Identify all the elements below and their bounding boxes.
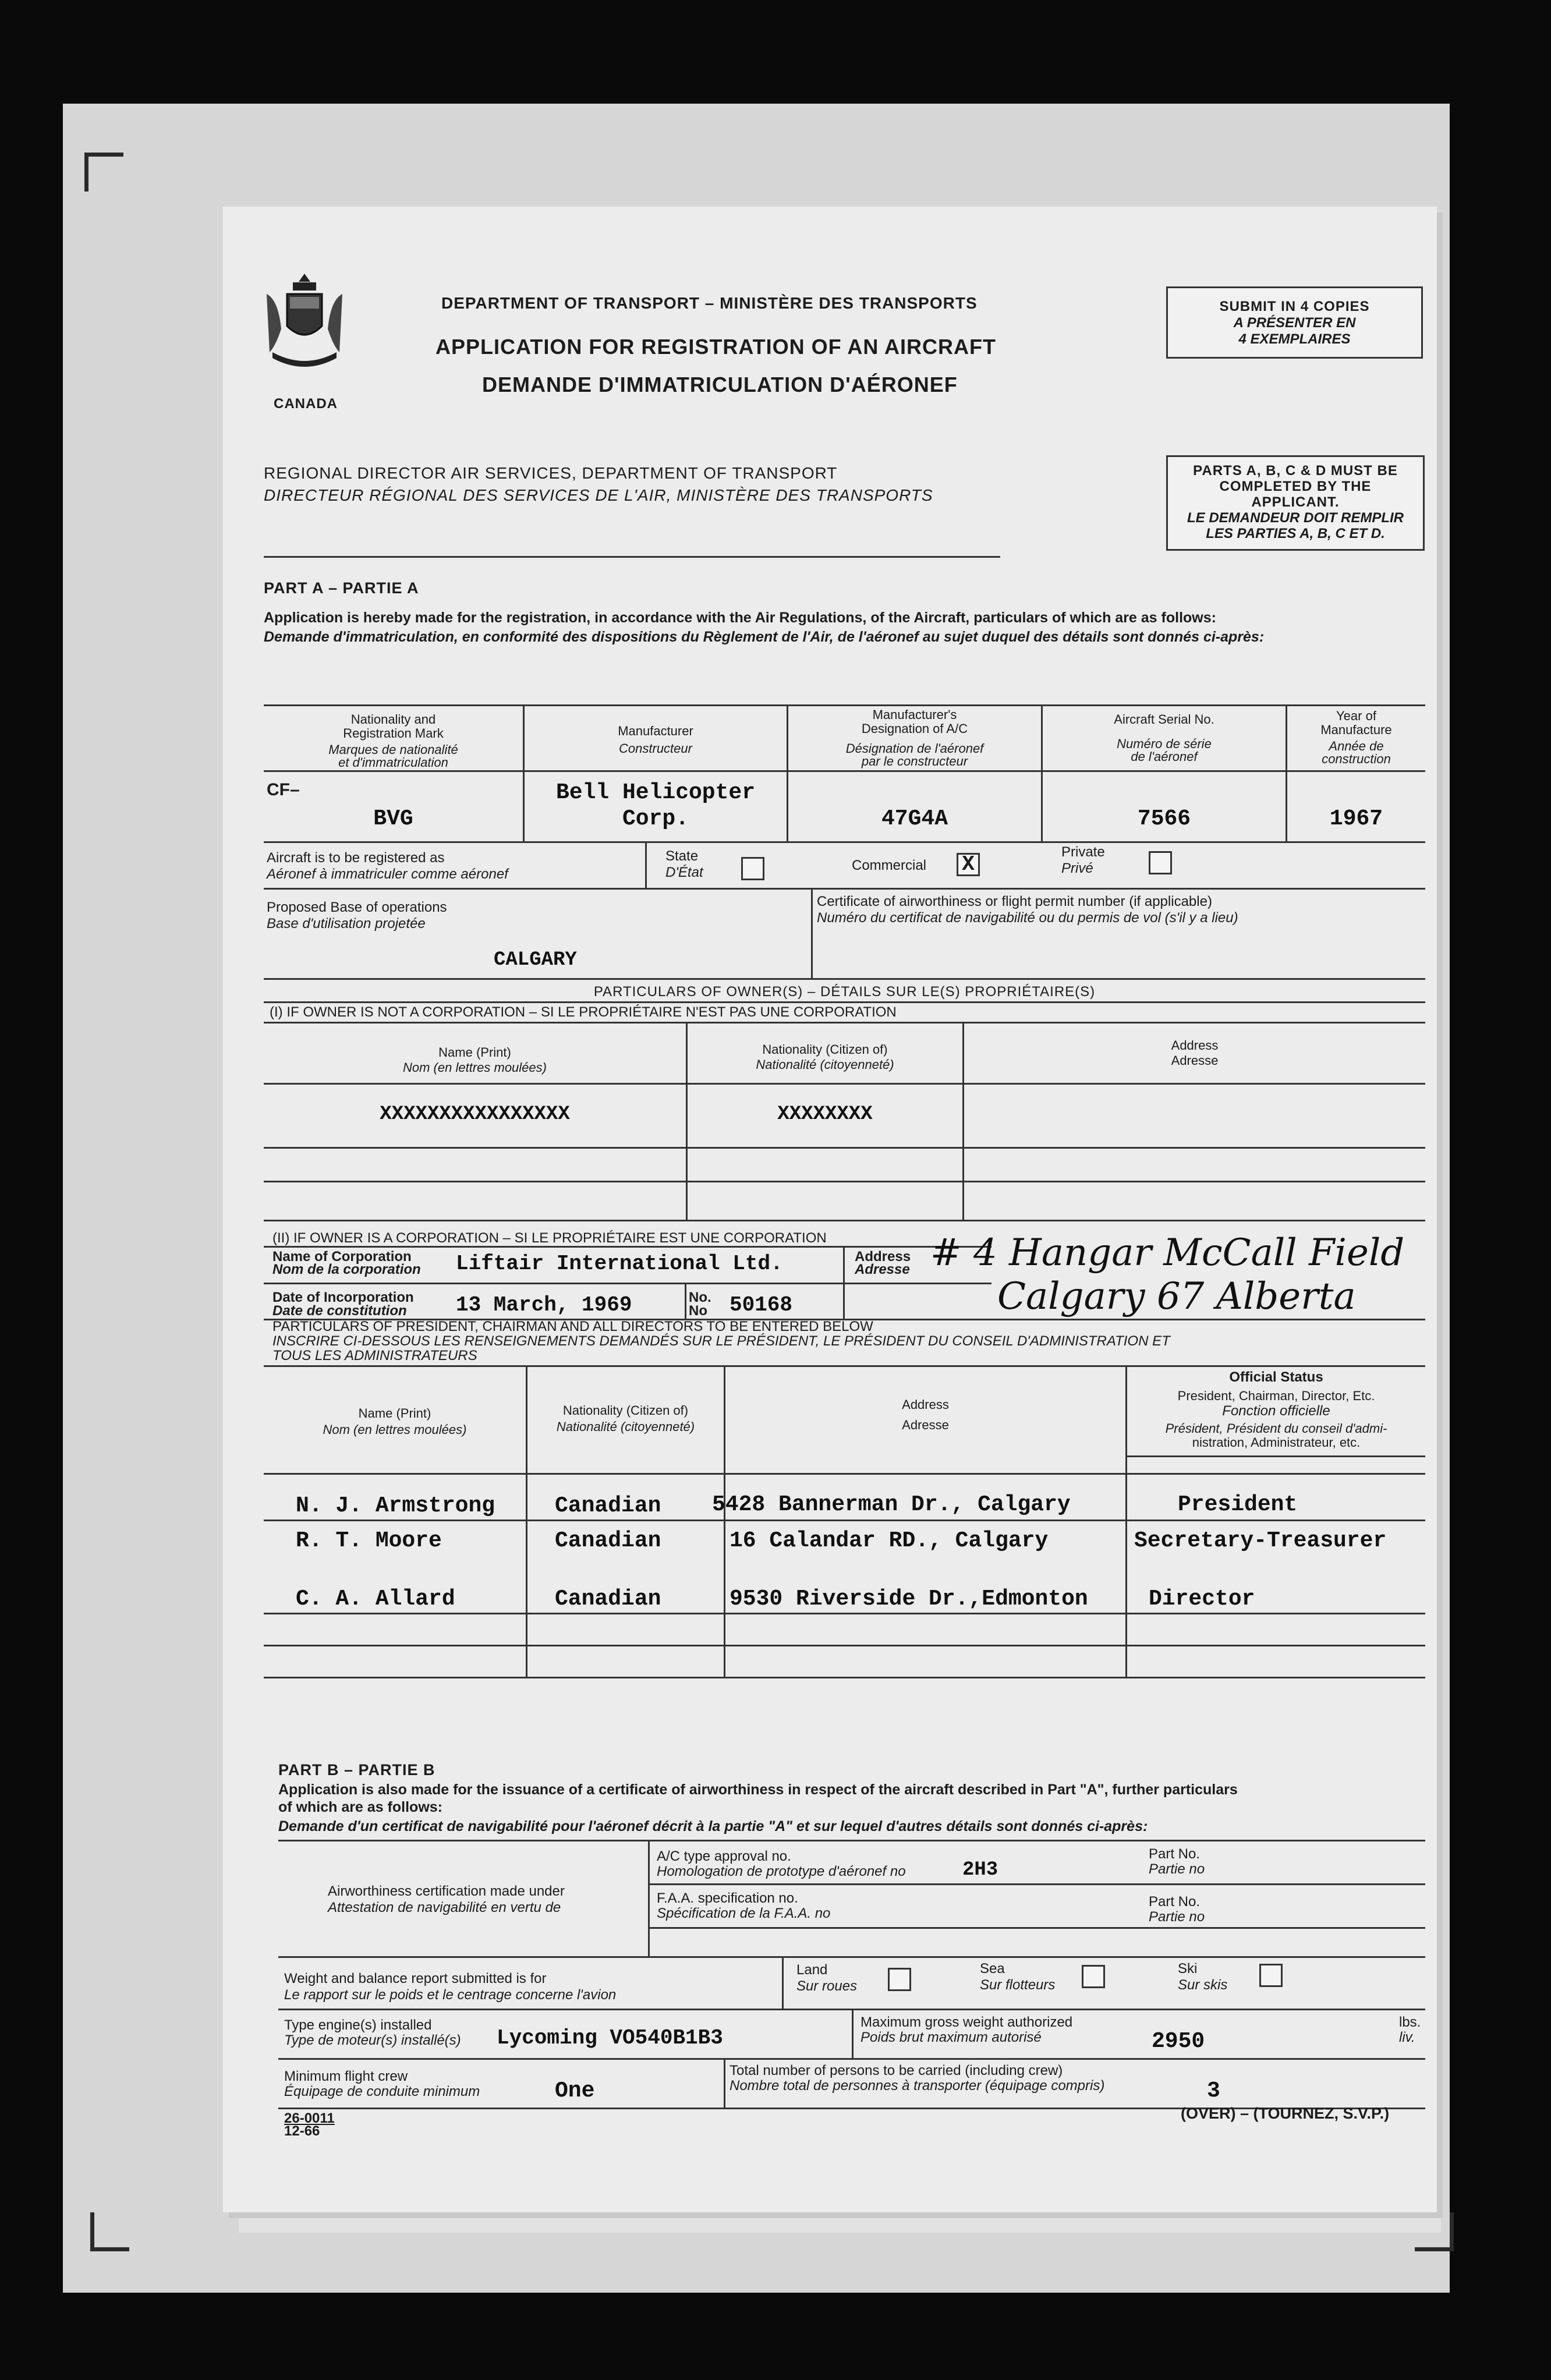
max-weight-label-fr: Poids brut maximum autorisé [861, 2030, 1042, 2045]
part-a-heading: PART A – PARTIE A [264, 579, 419, 597]
private-label-en: Private [1061, 844, 1105, 860]
aircraft-table-top [264, 704, 1425, 706]
parts-required-box [1166, 455, 1425, 551]
crop-mark-bottom-left [90, 2212, 129, 2251]
owner-name-header-en: Name (Print) [438, 1045, 511, 1060]
corp-no-label-en: No. [689, 1290, 711, 1305]
base-label-en: Proposed Base of operations [267, 899, 447, 915]
submit-line-1: SUBMIT IN 4 COPIES [1219, 299, 1370, 314]
register-as-fr: Aéronef à immatriculer comme aéronef [267, 866, 508, 882]
airworthiness-label-fr: Attestation de navigabilité en vertu de [328, 1900, 561, 1915]
officers-header-line [264, 1473, 1425, 1475]
category-row-bottom [264, 888, 1425, 890]
officer-name: N. J. Armstrong [296, 1493, 495, 1518]
base-label-fr: Base d'utilisation projetée [267, 916, 426, 932]
engine-row-bottom [278, 2058, 1425, 2060]
owner-nationality-struck: XXXXXXXX [777, 1103, 873, 1125]
airworthiness-divider [648, 1840, 650, 1956]
officer-nationality: Canadian [555, 1493, 661, 1518]
weight-balance-label-en: Weight and balance report submitted is for [284, 1971, 547, 1986]
state-label-fr: D'État [665, 865, 703, 880]
owner-row-line-2 [264, 1181, 1425, 1182]
addressee-en: REGIONAL DIRECTOR AIR SERVICES, DEPARTMENT OF TRANSPORT [264, 464, 838, 482]
col-nationality-en-2: Registration Mark [343, 726, 444, 741]
officer-status: Secretary-Treasurer [1134, 1528, 1387, 1553]
faa-spec-line [648, 1927, 1425, 1929]
base-divider [811, 888, 813, 978]
persons-label-en: Total number of persons to be carried (including crew) [730, 2063, 1063, 2078]
corp-address-label-fr: Adresse [855, 1262, 910, 1277]
faa-spec-label-en: F.A.A. specification no. [657, 1890, 798, 1906]
designation-value: 47G4A [881, 806, 948, 831]
engine-value: Lycoming VO540B1B3 [497, 2026, 723, 2050]
officer-nationality: Canadian [555, 1586, 661, 1612]
part-no-label-en-1: Part No. [1149, 1846, 1201, 1862]
owner-header-line [264, 1083, 1425, 1085]
submit-line-3: 4 EXEMPLAIRES [1238, 331, 1351, 347]
owner-nationality-header-en: Nationality (Citizen of) [762, 1042, 888, 1057]
not-corp-line [264, 1022, 1425, 1023]
corp-no-divider [685, 1283, 686, 1319]
form-title-en: APPLICATION FOR REGISTRATION OF AN AIRCRAFT [435, 335, 996, 359]
weight-balance-divider [782, 1956, 784, 2009]
incorporation-number: 50168 [730, 1293, 793, 1317]
corporation-heading: (II) IF OWNER IS A CORPORATION – SI LE PROPRIÉTAIRE EST UNE CORPORATION [272, 1230, 827, 1246]
corp-heading-line [264, 1246, 991, 1248]
col-nationality-fr-1: Marques de nationalité [328, 742, 458, 757]
official-status-fr-1: Fonction officielle [1222, 1403, 1330, 1419]
col-year-en-1: Year of [1336, 709, 1376, 723]
serial-value: 7566 [1137, 806, 1191, 831]
land-label-en: Land [796, 1962, 828, 1978]
land-checkbox[interactable] [888, 1968, 911, 1991]
officer-row-line-1 [264, 1520, 1425, 1521]
parts-line-4: LE DEMANDEUR DOIT REMPLIR [1187, 510, 1404, 526]
col-year-fr-2: construction [1322, 752, 1391, 766]
officer-status: President [1178, 1492, 1298, 1517]
officers-table-top [264, 1365, 1425, 1367]
form-date: 12-66 [284, 2123, 320, 2139]
officer-name-header-fr: Nom (en lettres moulées) [323, 1422, 467, 1437]
ski-label-en: Ski [1178, 1961, 1198, 1977]
parts-line-5: LES PARTIES A, B, C ET D. [1206, 526, 1385, 541]
official-status-fr-3: nistration, Administrateur, etc. [1192, 1435, 1361, 1450]
part-no-label-fr-2: Partie no [1149, 1909, 1205, 1925]
type-approval-label-en: A/C type approval no. [657, 1848, 791, 1864]
owner-nationality-header-fr: Nationalité (citoyenneté) [756, 1057, 894, 1072]
officer-name: C. A. Allard [296, 1586, 455, 1612]
weight-balance-label-fr: Le rapport sur le poids et le centrage concerne l'avion [284, 1987, 617, 2003]
max-weight-label-en: Maximum gross weight authorized [861, 2014, 1073, 2030]
part-no-label-en-2: Part No. [1149, 1894, 1201, 1910]
official-status-fr-2: Président, Président du conseil d'admi- [1165, 1421, 1387, 1436]
manufacturer-line-2: Corp. [622, 806, 689, 831]
officer-address: 5428 Bannerman Dr., Calgary [712, 1492, 1071, 1517]
owner-address-header-en: Address [1171, 1038, 1219, 1053]
owners-heading: PARTICULARS OF OWNER(S) – DÉTAILS SUR LE(S) PROPRIÉTAIRE(S) [593, 984, 1096, 1000]
corp-name-line [264, 1283, 991, 1284]
owner-name-header-fr: Nom (en lettres moulées) [403, 1060, 547, 1075]
owner-name-struck: XXXXXXXXXXXXXXXX [380, 1103, 570, 1125]
corp-name-label-en: Name of Corporation [272, 1249, 412, 1265]
corp-name-label-fr: Nom de la corporation [272, 1262, 421, 1277]
officer-name: R. T. Moore [296, 1528, 442, 1553]
category-divider [645, 841, 647, 888]
officers-heading-en: PARTICULARS OF PRESIDENT, CHAIRMAN AND ALL DIRECTORS TO BE ENTERED BELOW [272, 1319, 873, 1334]
state-label-en: State [665, 848, 699, 864]
form-title-fr: DEMANDE D'IMMATRICULATION D'AÉRONEF [482, 373, 958, 396]
officer-address: 9530 Riverside Dr.,Edmonton [730, 1586, 1088, 1612]
part-b-heading: PART B – PARTIE B [278, 1761, 435, 1779]
type-approval-number: 2H3 [962, 1859, 998, 1881]
officer-nationality-header-en: Nationality (Citizen of) [562, 1403, 689, 1418]
manufacturer-line-1: Bell Helicopter [555, 780, 756, 805]
private-label-fr: Privé [1061, 860, 1093, 876]
state-checkbox[interactable] [741, 857, 764, 880]
addressee-line [264, 556, 1000, 558]
incorporation-date: 13 March, 1969 [456, 1293, 632, 1317]
ski-checkbox[interactable] [1259, 1964, 1283, 1987]
col-designation-en-1: Manufacturer's [872, 707, 957, 722]
sea-label-fr: Sur flotteurs [980, 1977, 1056, 1993]
land-label-fr: Sur roues [796, 1978, 858, 1994]
official-status-en-1: Official Status [1229, 1369, 1323, 1385]
part-b-table-top [278, 1840, 1425, 1841]
col-serial-en: Aircraft Serial No. [1114, 712, 1214, 727]
cf-prefix: CF– [267, 780, 300, 799]
airworthiness-label-en: Airworthiness certification made under [328, 1883, 565, 1899]
officer-nationality: Canadian [555, 1528, 661, 1553]
aircraft-table-header-line [264, 770, 1425, 772]
commercial-checkbox[interactable]: X [957, 853, 980, 876]
col-year-en-2: Manufacture [1320, 722, 1392, 737]
parts-line-1: PARTS A, B, C & D MUST BE [1193, 463, 1398, 479]
airworthiness-row-bottom [278, 1956, 1425, 1958]
addressee-fr: DIRECTEUR RÉGIONAL DES SERVICES DE L'AIR, MINISTÈRE DES TRANSPORTS [264, 486, 933, 504]
private-checkbox[interactable] [1149, 851, 1172, 874]
part-a-intro-en: Application is hereby made for the registration, in accordance with the Air Regulations, of the Aircraft, particulars of which are as follows: [264, 610, 1216, 626]
certificate-label-fr: Numéro du certificat de navigabilité ou du permis de vol (s'il y a lieu) [817, 910, 1238, 926]
part-a-intro-fr: Demande d'immatriculation, en conformité des dispositions du Règlement de l'Air, de l'aéronef au sujet duquel des détails sont donnés ci-après: [264, 629, 1265, 645]
liv-label: liv. [1399, 2030, 1415, 2045]
certificate-label-en: Certificate of airworthiness or flight permit number (if applicable) [817, 894, 1212, 909]
owners-heading-line [264, 1001, 1425, 1003]
year-value: 1967 [1329, 806, 1383, 831]
col-year-fr-1: Année de [1329, 739, 1384, 753]
col-serial-fr-2: de l'aéronef [1131, 749, 1198, 764]
col-designation-fr-2: par le constructeur [861, 754, 968, 768]
officer-status: Director [1149, 1586, 1255, 1612]
part-b-intro-fr: Demande d'un certificat de navigabilité pour l'aéronef décrit à la partie "A" et sur lequel d'autres détails sont donnés ci-après: [278, 1818, 1148, 1834]
col-manufacturer-fr: Constructeur [619, 741, 692, 756]
persons-label-fr: Nombre total de personnes à transporter (équipage compris) [730, 2078, 1105, 2094]
officer-address: 16 Calandar RD., Calgary [730, 1528, 1049, 1553]
not-corporation-heading: (I) IF OWNER IS NOT A CORPORATION – SI LE PROPRIÉTAIRE N'EST PAS UNE CORPORATION [270, 1004, 897, 1020]
department-heading: DEPARTMENT OF TRANSPORT – MINISTÈRE DES TRANSPORTS [441, 294, 978, 312]
part-b-intro-en-1: Application is also made for the issuance of a certificate of airworthiness in respect of the aircraft described in Part "A", further particulars [278, 1782, 1238, 1798]
owner-table-bottom [264, 1220, 1425, 1221]
officer-name-header-en: Name (Print) [358, 1406, 431, 1421]
officer-row-line-3 [264, 1645, 1425, 1646]
sea-checkbox[interactable] [1082, 1965, 1105, 1988]
commercial-label: Commercial [852, 858, 927, 873]
col-designation-en-2: Designation of A/C [861, 721, 968, 736]
engine-divider [852, 2009, 854, 2058]
official-status-underline [1125, 1455, 1425, 1457]
col-manufacturer-en: Manufacturer [618, 724, 693, 738]
country-label: CANADA [274, 396, 338, 412]
submit-copies-box [1166, 286, 1423, 359]
officer-address-header-en: Address [902, 1397, 949, 1412]
col-nationality-fr-2: et d'immatriculation [338, 755, 448, 770]
parts-line-2: COMPLETED BY THE [1219, 479, 1372, 494]
officer-address-header-fr: Adresse [902, 1418, 949, 1432]
register-as-en: Aircraft is to be registered as [267, 850, 445, 866]
base-row-bottom [264, 978, 1425, 980]
col-serial-fr-1: Numéro de série [1117, 736, 1212, 751]
official-status-en-2: President, Chairman, Director, Etc. [1177, 1389, 1375, 1403]
corp-address-divider [843, 1246, 845, 1319]
max-weight-value: 2950 [1152, 2029, 1205, 2054]
crew-divider [724, 2058, 725, 2108]
application-form [223, 207, 1437, 2212]
owner-address-header-fr: Adresse [1171, 1053, 1219, 1068]
crop-mark-top-left [84, 153, 123, 192]
col-designation-fr-1: Désignation de l'aéronef [845, 741, 984, 756]
officers-table-bottom [264, 1677, 1425, 1678]
min-crew-label-en: Minimum flight crew [284, 2069, 408, 2084]
form-number: 26-0011 [284, 2110, 335, 2126]
submit-line-2: A PRÉSENTER EN [1233, 315, 1356, 331]
lbs-label: lbs. [1399, 2014, 1421, 2030]
part-b-intro-en-2: of which are as follows: [278, 1799, 442, 1815]
corp-no-label-fr: No [689, 1303, 707, 1319]
aircraft-table-bottom [264, 841, 1425, 843]
officer-nationality-header-fr: Nationalité (citoyenneté) [556, 1419, 695, 1434]
officer-row-line-2 [264, 1613, 1425, 1614]
min-crew-label-fr: Équipage de conduite minimum [284, 2084, 480, 2099]
engine-label-fr: Type de moteur(s) installé(s) [284, 2032, 461, 2048]
parts-line-3: APPLICANT. [1251, 494, 1340, 510]
persons-value: 3 [1207, 2078, 1220, 2103]
owner-row-line-1 [264, 1147, 1425, 1149]
corp-address-line-2: Calgary 67 Alberta [997, 1275, 1356, 1318]
registration-mark: BVG [373, 806, 413, 831]
faa-spec-label-fr: Spécification de la F.A.A. no [657, 1906, 831, 1921]
corporation-name: Liftair International Ltd. [456, 1252, 783, 1276]
ski-label-fr: Sur skis [1178, 1977, 1228, 1993]
officers-heading-fr-1: INSCRIRE CI-DESSOUS LES RENSEIGNEMENTS DEMANDÉS SUR LE PRÉSIDENT, LE PRÉSIDENT DU CONSEIL D'ADMINISTRATION ET [272, 1333, 1170, 1349]
officers-heading-fr-2: TOUS LES ADMINISTRATEURS [272, 1348, 477, 1363]
coat-of-arms-icon [261, 271, 348, 373]
incorporation-label-en: Date of Incorporation [272, 1290, 414, 1305]
min-crew-value: One [555, 2078, 595, 2103]
corp-address-label-en: Address [855, 1249, 911, 1265]
sea-label-en: Sea [980, 1961, 1005, 1977]
type-approval-label-fr: Homologation de prototype d'aéronef no [657, 1864, 906, 1879]
corp-address-line-1: # 4 Hangar McCall Field [930, 1231, 1405, 1274]
incorporation-label-fr: Date de constitution [272, 1303, 407, 1319]
col-nationality-en-1: Nationality and [350, 712, 436, 727]
type-approval-line [648, 1883, 1425, 1885]
base-value: CALGARY [494, 949, 577, 971]
over-note: (OVER) – (TOURNEZ, S.V.P.) [1181, 2105, 1390, 2122]
part-no-label-fr-1: Partie no [1149, 1861, 1205, 1877]
engine-label-en: Type engine(s) installed [284, 2017, 432, 2033]
